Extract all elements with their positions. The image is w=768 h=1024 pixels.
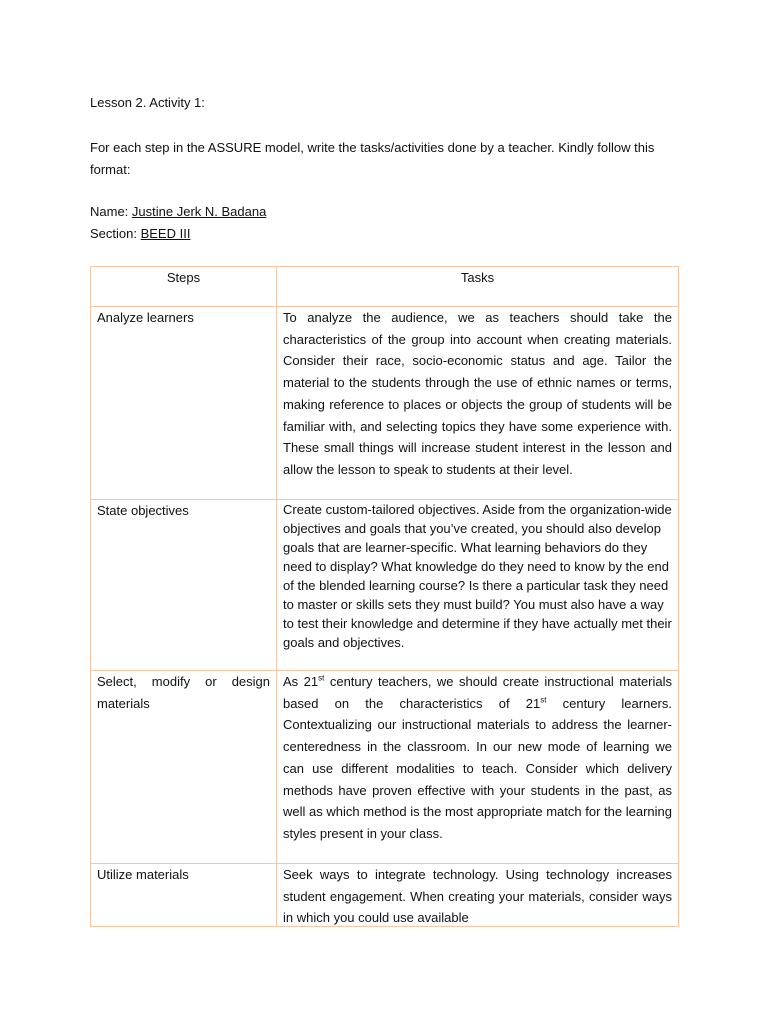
name-line	[90, 204, 266, 219]
activity-heading: Lesson 2. Activity 1:	[90, 95, 205, 110]
task-cell: To analyze the audience, we as teachers should take the characteristics of the group into account when creating materials. Consider their race, socio-economic status and age. Tailor the material to the students through the use of ethnic names or terms, making reference to places or objects the group of students will be familiar with, and selecting topics they have some experience with. These small things will increase student interest in the lesson and allow the lesson to speak to students at their level.	[277, 307, 679, 500]
superscript-st: st	[318, 673, 325, 683]
step-cell: Utilize materials	[91, 864, 277, 927]
superscript-st: st	[540, 695, 547, 705]
task-text-part: As 21	[283, 674, 319, 689]
step-cell: State objectives	[91, 500, 277, 671]
assure-table	[90, 266, 679, 927]
table-row	[91, 307, 679, 500]
task-text-part: century teachers, we should create instructional materials based on the characteristics of 21	[283, 674, 673, 711]
section-line	[90, 226, 190, 241]
name-value: Justine Jerk N. Badana	[131, 204, 267, 219]
step-cell: Select, modify or design materials	[91, 671, 277, 864]
name-label: Name:	[90, 204, 132, 219]
section-value: BEED III	[140, 226, 191, 241]
instructions-paragraph: For each step in the ASSURE model, write the tasks/activities done by a teacher. Kindly follow this format:	[90, 140, 655, 177]
table-row	[91, 671, 679, 864]
section-label: Section:	[90, 226, 141, 241]
task-cell: Create custom-tailored objectives. Aside from the organization-wide objectives and goals that you’ve created, you should also develop goals that are learner-specific. What learning behaviors do they need to display? What knowledge do they need to know by the end of the blended learning course? Is there a particular task they need to master or skills sets they must build? You must also have a way to test their knowledge and determine if they have actually met their goals and objectives.	[277, 500, 679, 671]
table-row	[91, 864, 679, 927]
table-row	[91, 500, 679, 671]
header-steps: Steps	[91, 267, 277, 307]
task-text-clip: Seek ways to integrate technology. Using technology increases student engagement. When creating your materials, consider ways in which you could use available	[283, 867, 672, 926]
header-tasks: Tasks	[277, 267, 679, 307]
task-cell	[277, 671, 679, 864]
step-cell: Analyze learners	[91, 307, 277, 500]
task-text-part: century learners. Contextualizing our instructional materials to address the learner-centeredness in the classroom. In our new mode of learning we can use different modalities to teach. Consider which delivery methods have proven effective with your students in the past, as well as which method is the most appropriate match for the learning styles present in your class.	[283, 695, 672, 841]
table-header-row	[91, 267, 679, 307]
task-cell	[277, 864, 679, 927]
